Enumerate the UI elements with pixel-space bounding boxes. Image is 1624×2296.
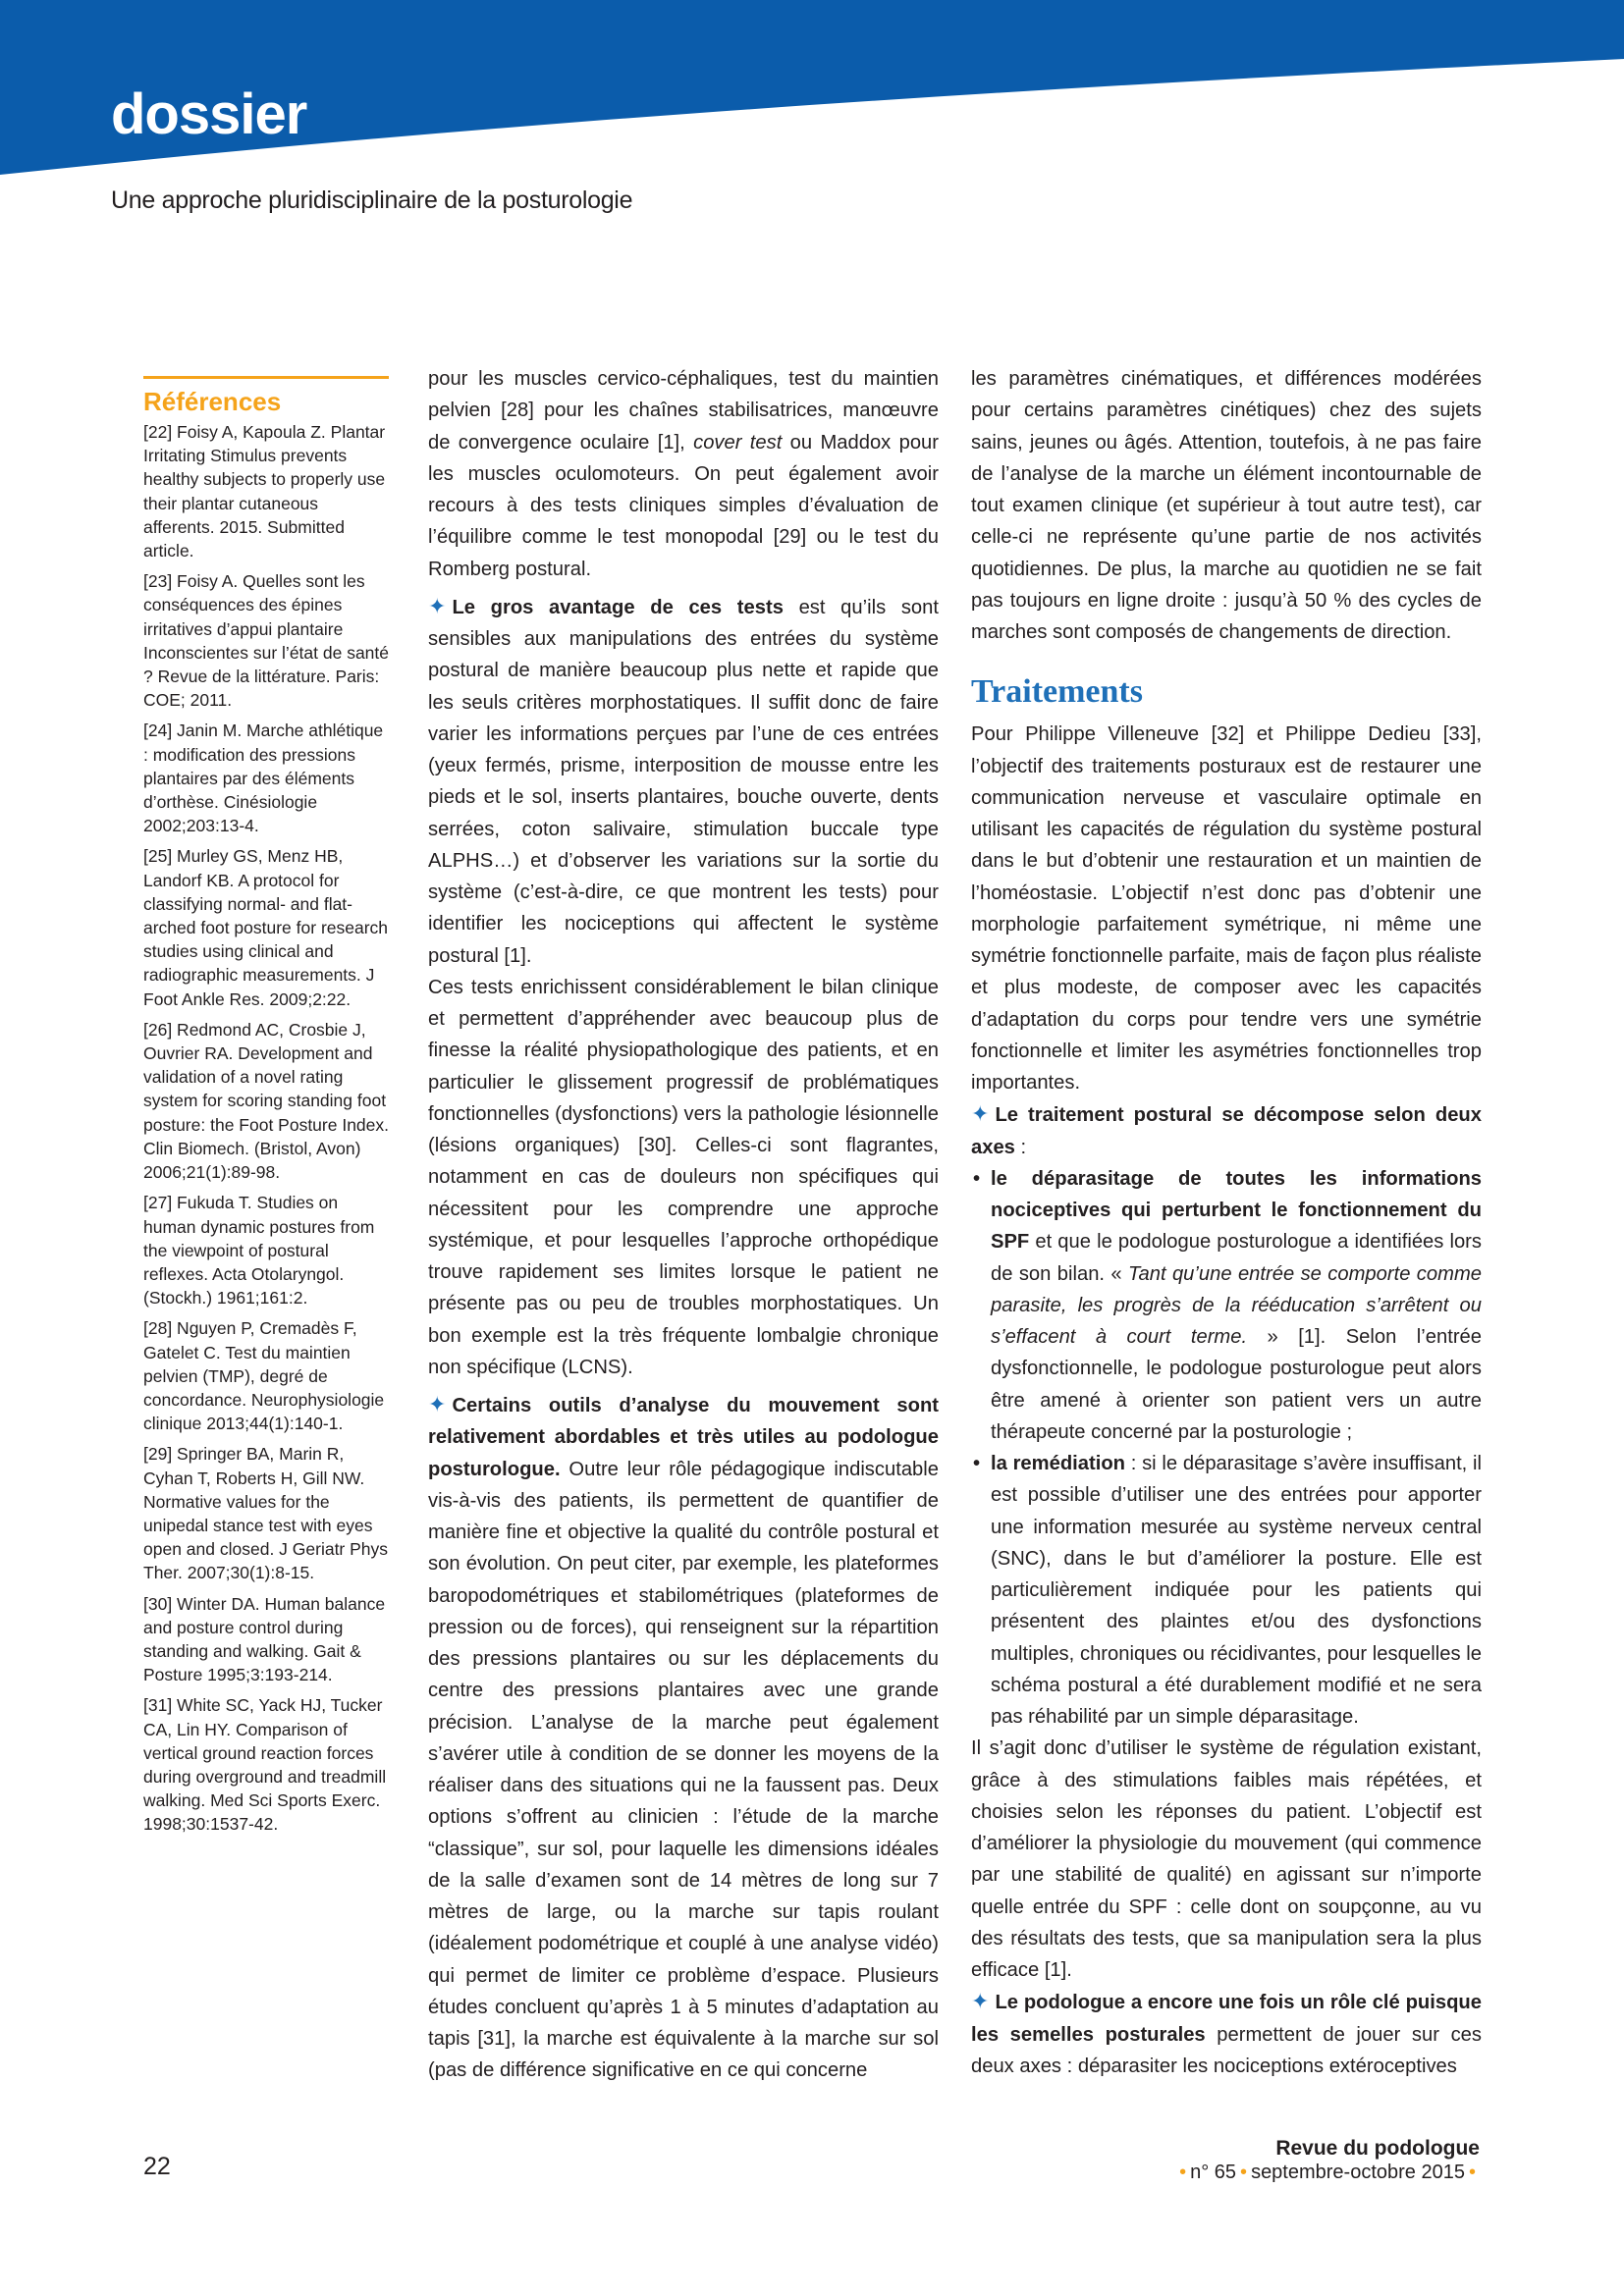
reference-item: [29] Springer BA, Marin R, Cyhan T, Roberts H, Gill NW. Normative values for the unipedal stance test with eyes open and closed. J Geriatr Phys Ther. 2007;30(1):8-15.: [143, 1444, 389, 1583]
section-heading: Traitements: [971, 673, 1143, 711]
bullet-dot-icon: •: [1468, 2162, 1476, 2183]
journal-name: Revue du podologue: [1275, 2137, 1480, 2160]
text-run-bold: Le podologue a encore une fois un rôle clé puisque les semelles posturales: [971, 1992, 1482, 2046]
paragraph: [971, 1986, 1482, 2082]
reference-item: [31] White SC, Yack HJ, Tucker CA, Lin HY. Comparison of vertical ground reaction forces during overground and treadmill walking. Med Sci Sports Exerc. 1998;30:1537-42.: [143, 1695, 387, 1835]
text-run: :: [1014, 1136, 1027, 1158]
paragraph: [971, 1098, 1482, 1163]
page-number: 22: [143, 2153, 171, 2180]
text-run-bold: la remédiation: [991, 1453, 1125, 1474]
reference-item: [25] Murley GS, Menz HB, Landorf KB. A protocol for classifying normal- and flat-arched foot posture for research studies using clinical and radiographic measurements. J Foot Ankle Res. 2009;2:22.: [143, 846, 389, 1009]
text-run-bold: Certains outils d’analyse du mouvement sont relativement abordables et très utiles au podologue posturologue.: [428, 1395, 939, 1480]
paragraph: [428, 1389, 939, 2087]
references-title: Références: [143, 387, 282, 416]
reference-item: [24] Janin M. Marche athlétique : modification des pressions plantaires par des éléments d’orthèse. Cinésiologie 2002;203:13-4.: [143, 721, 384, 836]
text-run: est qu’ils sont sensibles aux manipulations des entrées du système postural de manière beaucoup plus nette et rapide que les seuls critères morphostatiques. Il suffit donc de faire varier les informations perçues par l’une de ces entrées (yeux fermés, prisme, interposition de mousse entre les pieds et le sol, inserts plantaires, bouche ouverte, dents serrées, coton salivaire, stimulation buccale type ALPHS…) et d’observer les variations sur la sortie du système (c’est-à-dire, ce que montrent les tests) pour identifier les nociceptions qui affectent le système postural [1].: [428, 596, 939, 967]
reference-item: [27] Fukuda T. Studies on human dynamic postures from the viewpoint of postural reflexes. Acta Otolaryngol. (Stockh.) 1961;161:2.: [143, 1193, 375, 1308]
text-run: Outre leur rôle pédagogique indiscutable vis-à-vis des patients, ils permettent de quantifier de manière fine et objective la qualité du contrôle postural et son évolution. On peut citer, par exemple, les plateformes baropodométriques et stabilométriques (plateformes de pression ou de forces), qui renseignent sur la répartition des pressions plantaires ou sur les déplacements du centre des pressions plantaires avec une grande précision. L’analyse de la marche peut également s’avérer utile à condition de se donner les moyens de la réaliser dans des situations qui ne la faussent pas. Deux options s’offrent au clinicien : l’étude de la marche “classique”, sur sol, pour laquelle les dimensions idéales de la salle d’examen sont de 14 mètres de long sur 7 mètres de large, ou la marche sur tapis roulant (idéalement podométrique et couplé à une analyse vidéo) qui permet de limiter ce problème d’espace. Plusieurs études concluent qu’après 1 à 5 minutes d’adaptation au tapis [31], la marche est équivalente à la marche sur sol (pas de différence significative en ce qui concerne: [428, 1458, 939, 2082]
text-run: Ces tests enrichissent considérablement le bilan clinique et permettent d’appréhender avec beaucoup plus de finesse la réalité physiopathologique des patients, et en particulier le glissement progressif de problématiques fonctionnelles (dysfonctions) vers la pathologie lésionnelle (lésions organiques) [30]. Celles-ci sont flagrantes, notamment en cas de douleurs non spécifiques qui nécessitent pour les comprendre une approche systémique, et pour lesquelles l’approche orthopédique trouve rapidement ses limites lorsque le patient ne présente pas ou peu de troubles morphostatiques. Un bon exemple est la très fréquente lombalgie chronique non spécifique (LCNS).: [428, 976, 939, 1378]
paragraph: [971, 1733, 1482, 1986]
bullet-star-icon: ✦: [428, 1392, 447, 1416]
text-run: pour les muscles cervico-céphaliques, test du maintien pelvien [28] pour les chaînes stabilisatrices, manœuvre de convergence oculaire [1],: [428, 368, 939, 454]
paragraph: [971, 363, 1482, 648]
list-item: [971, 1163, 1482, 1448]
text-run: les paramètres cinématiques, et différences modérées pour certains paramètres cinétiques) chez des sujets sains, jeunes ou âgés. Attention, toutefois, à ne pas faire de l’analyse de la marche un élément incontournable de tout examen clinique (et supérieur à tout autre test), car celle-ci ne représente qu’une partie de nos activités quotidiennes. De plus, la marche au quotidien ne se fait pas toujours en ligne droite : jusqu’à 50 % des cycles de marches sont composés de changements de direction.: [971, 368, 1482, 643]
paragraph: [428, 363, 939, 585]
references-sidebar: [143, 376, 389, 1843]
list-item: [971, 1448, 1482, 1733]
text-run: : si le déparasitage s’avère insuffisant, il est possible d’utiliser une des entrées pour apporter une information mesurée au système nerveux central (SNC), dans le but d’améliorer la posture. Elle est particulièrement indiquée pour les patients qui présentent des plaintes et/ou des dysfonctions multiples, chroniques ou récidivantes, pour lesquelles le schéma postural a été durablement modifié et ne sera pas réhabilité par un simple déparasitage.: [991, 1453, 1482, 1728]
text-run-bold: Le gros avantage de ces tests: [452, 596, 784, 618]
bullet-star-icon: ✦: [428, 593, 447, 618]
article-subtitle: Une approche pluridisciplinaire de la posturologie: [111, 187, 633, 214]
bullet-star-icon: ✦: [971, 1989, 990, 2014]
reference-item: [22] Foisy A, Kapoula Z. Plantar Irritating Stimulus prevents healthy subjects to properly use their plantar cutaneous afferents. 2015. Submitted article.: [143, 422, 386, 561]
reference-item: [30] Winter DA. Human balance and posture control during standing and walking. Gait & Posture 1995;3:193-214.: [143, 1593, 386, 1685]
paragraph: [971, 719, 1482, 1098]
reference-item: [28] Nguyen P, Cremadès F, Gatelet C. Test du maintien pelvien (TMP), degré de concordance. Neurophysiologie clinique 2013;44(1):140-1.: [143, 1318, 385, 1434]
journal-issue-line: [1175, 2161, 1480, 2185]
text-run: Pour Philippe Villeneuve [32] et Philippe Dedieu [33], l’objectif des traitements posturaux est de restaurer une communication nerveuse et vasculaire optimale en utilisant les capacités de régulation du système postural dans le but d’obtenir une restauration et un maintien de l’homéostasie. L’objectif n’est donc pas d’obtenir une morphologie parfaitement symétrique, ni même une symétrie fonctionnelle parfaite, mais de façon plus réaliste et plus modeste, de composer avec les capacités d’adaptation du corps pour tendre vers une symétrie fonctionnelle et limiter les asymétries fonctionnelles trop importantes.: [971, 723, 1482, 1094]
references-rule: [143, 376, 389, 379]
section-title: dossier: [111, 82, 307, 146]
text-run-bold: le déparasitage de toutes les informations nociceptives qui perturbent le fonctionnement du SPF: [991, 1167, 1482, 1254]
paragraph: [428, 591, 939, 972]
issue-number: n° 65: [1190, 2162, 1237, 2183]
body-column-right: [971, 363, 1482, 2082]
body-column-middle: [428, 363, 939, 2087]
text-run-italic: Tant qu’une entrée se comporte comme parasite, les progrès de la rééducation s’arrêtent ou s’effacent à court terme.: [991, 1262, 1482, 1348]
text-run: ou Maddox pour les muscles oculomoteurs. On peut également avoir recours à des tests cliniques simples d’évaluation de l’équilibre comme le test monopodal [29] ou le test du Romberg postural.: [428, 431, 939, 580]
issue-date: septembre-octobre 2015: [1251, 2162, 1465, 2183]
text-run: Il s’agit donc d’utiliser le système de régulation existant, grâce à des stimulations faibles mais répétées, et choisies selon les réponses du patient. L’objectif est d’améliorer la physiologie du mouvement (qui commence par une stabilité de qualité) en agissant sur n’importe quelle entrée du SPF : celle dont on soupçonne, au vu des résultats des tests, que sa manipulation sera la plus efficace [1].: [971, 1737, 1482, 1981]
paragraph: [428, 972, 939, 1383]
bullet-dot-icon: •: [1240, 2162, 1248, 2183]
text-run-bold: Le traitement postural se décompose selon deux axes: [971, 1104, 1482, 1158]
reference-item: [23] Foisy A. Quelles sont les conséquences des épines irritatives d’appui plantaire Inconscientes sur l’état de santé ? Revue de la littérature. Paris: COE; 2011.: [143, 571, 390, 711]
text-run: » [1]. Selon l’entrée dysfonctionnelle, le podologue posturologue peut alors être amené à orienter son patient vers un autre thérapeute concerné par la posturologie ;: [991, 1326, 1482, 1443]
text-run: et que le podologue posturologue a identifiées lors de son bilan. «: [991, 1231, 1482, 1285]
bullet-dot-icon: •: [1179, 2162, 1187, 2183]
text-run-italic: cover test: [693, 431, 783, 454]
bullet-star-icon: ✦: [971, 1101, 990, 1127]
journal-footer: [1175, 2136, 1480, 2185]
bullet-list: [971, 1163, 1482, 1734]
reference-item: [26] Redmond AC, Crosbie J, Ouvrier RA. Development and validation of a novel rating system for scoring standing foot posture: the Foot Posture Index. Clin Biomech. (Bristol, Avon) 2006;21(1):89-98.: [143, 1019, 390, 1183]
text-run: permettent de jouer sur ces deux axes : déparasiter les nociceptions extéroceptives: [971, 2023, 1482, 2077]
